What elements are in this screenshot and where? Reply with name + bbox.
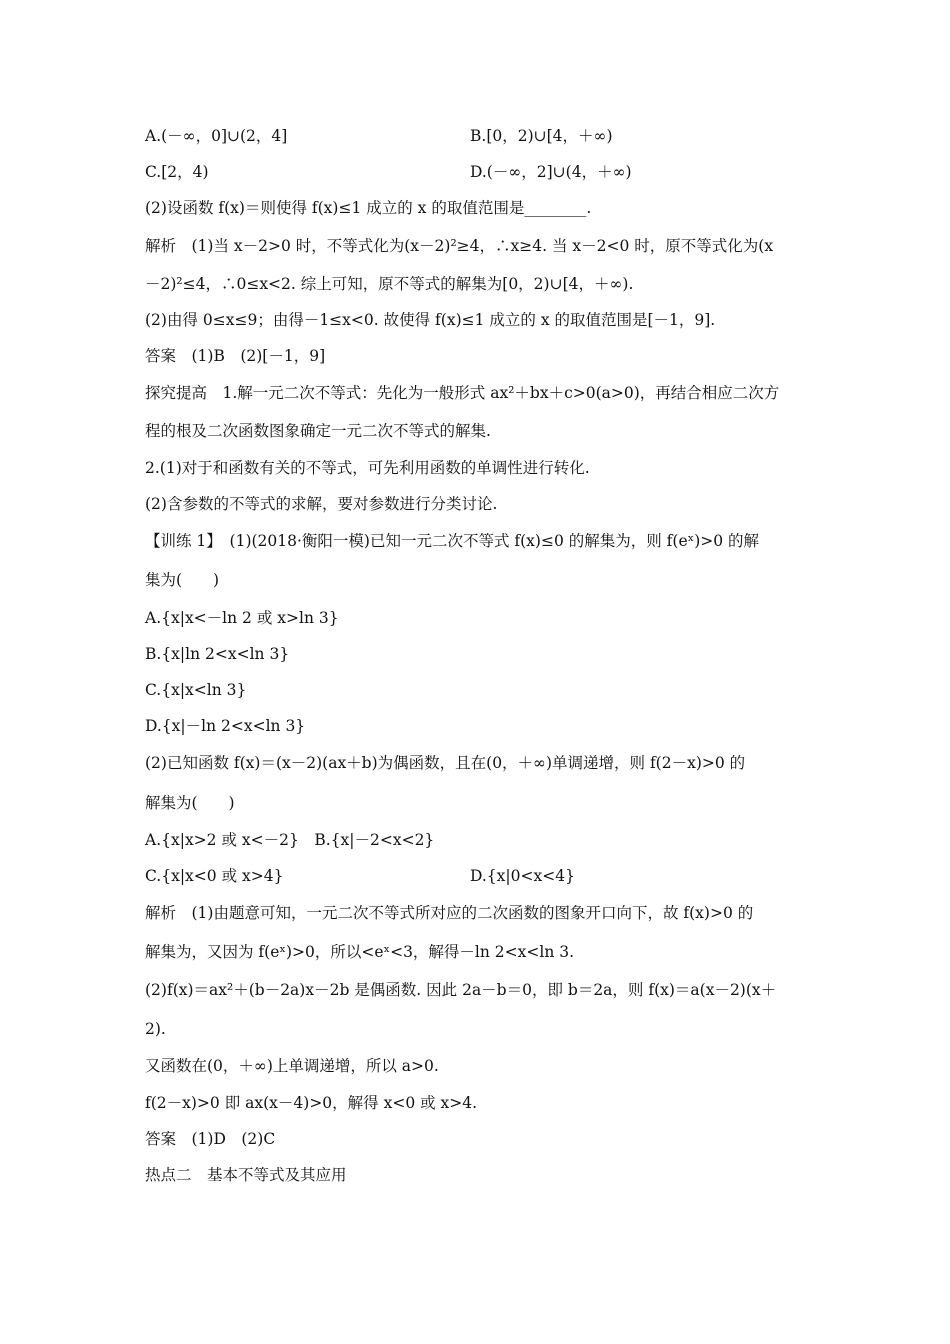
section-heading: 热点二 基本不等式及其应用 — [145, 1166, 347, 1184]
insight-line-3: 2.(1)对于和函数有关的不等式，可先利用函数的单调性进行转化. — [145, 459, 590, 477]
answer-2: 答案 (1)D (2)C — [145, 1130, 276, 1148]
answer-1: 答案 (1)B (2)[－1，9] — [145, 347, 326, 365]
training-q2-tail: 解集为( ) — [145, 794, 235, 812]
option-a: A.{x|x<－ln 2 或 x>ln 3} — [145, 609, 339, 627]
options-ab: A.{x|x>2 或 x<－2} B.{x|－2<x<2} — [145, 831, 435, 849]
analysis2-line-2: 解集为，又因为 f(eˣ)>0，所以<eˣ<3，解得－ln 2<x<ln 3. — [145, 943, 575, 961]
analysis-line-3: (2)由得 0≤x≤9；由得－1≤x<0. 故使得 f(x)≤1 成立的 x 的取值范围是[－1，9]. — [145, 311, 716, 329]
analysis2-line-5: 又函数在(0，＋∞)上单调递增，所以 a>0. — [145, 1057, 439, 1075]
option-d: D.(－∞，2]∪(4，＋∞) — [470, 163, 632, 181]
analysis2-line-6: f(2－x)>0 即 ax(x－4)>0，解得 x<0 或 x>4. — [145, 1094, 478, 1112]
insight-line-2: 程的根及二次函数图象确定一元二次不等式的解集. — [145, 422, 491, 440]
option-d: D.{x|0<x<4} — [470, 867, 575, 885]
analysis2-line-3: (2)f(x)＝ax²＋(b－2a)x－2b 是偶函数. 因此 2a－b＝0，即 b＝2a，则 f(x)＝a(x－2)(x＋ — [145, 981, 777, 999]
analysis2-line-1: 解析 (1)由题意可知，一元二次不等式所对应的二次函数的图象开口向下，故 f(x)>0 的 — [145, 904, 754, 922]
training-q2: (2)已知函数 f(x)＝(x－2)(ax＋b)为偶函数，且在(0，＋∞)单调递增，则 f(2－x)>0 的 — [145, 754, 746, 772]
insight-line-1: 探究提高 1.解一元二次不等式：先化为一般形式 ax²＋bx＋c>0(a>0)，再结合相应二次方 — [145, 384, 780, 402]
option-c: C.{x|x<0 或 x>4} — [145, 867, 284, 885]
training-heading: 【训练 1】 (1)(2018·衡阳一模)已知一元二次不等式 f(x)≤0 的解集为，则 f(eˣ)>0 的解 — [145, 532, 760, 550]
analysis-line-1: 解析 (1)当 x－2>0 时，不等式化为(x－2)²≥4，∴x≥4. 当 x－2<0 时，原不等式化为(x — [145, 237, 774, 255]
option-b: B.[0，2)∪[4，＋∞) — [470, 127, 613, 145]
question-2: (2)设函数 f(x)＝则使得 f(x)≤1 成立的 x 的取值范围是________. — [145, 199, 592, 217]
option-d: D.{x|－ln 2<x<ln 3} — [145, 717, 306, 735]
analysis-line-2: －2)²≤4，∴0≤x<2. 综上可知，原不等式的解集为[0，2)∪[4，＋∞). — [145, 275, 634, 293]
option-b: B.{x|ln 2<x<ln 3} — [145, 645, 290, 663]
analysis2-line-4: 2). — [145, 1020, 166, 1038]
option-a: A.(－∞，0]∪(2，4] — [145, 127, 288, 145]
option-c: C.{x|x<ln 3} — [145, 681, 247, 699]
training-q1-tail: 集为( ) — [145, 571, 220, 589]
option-c: C.[2，4) — [145, 163, 209, 181]
insight-line-4: (2)含参数的不等式的求解，要对参数进行分类讨论. — [145, 495, 498, 513]
